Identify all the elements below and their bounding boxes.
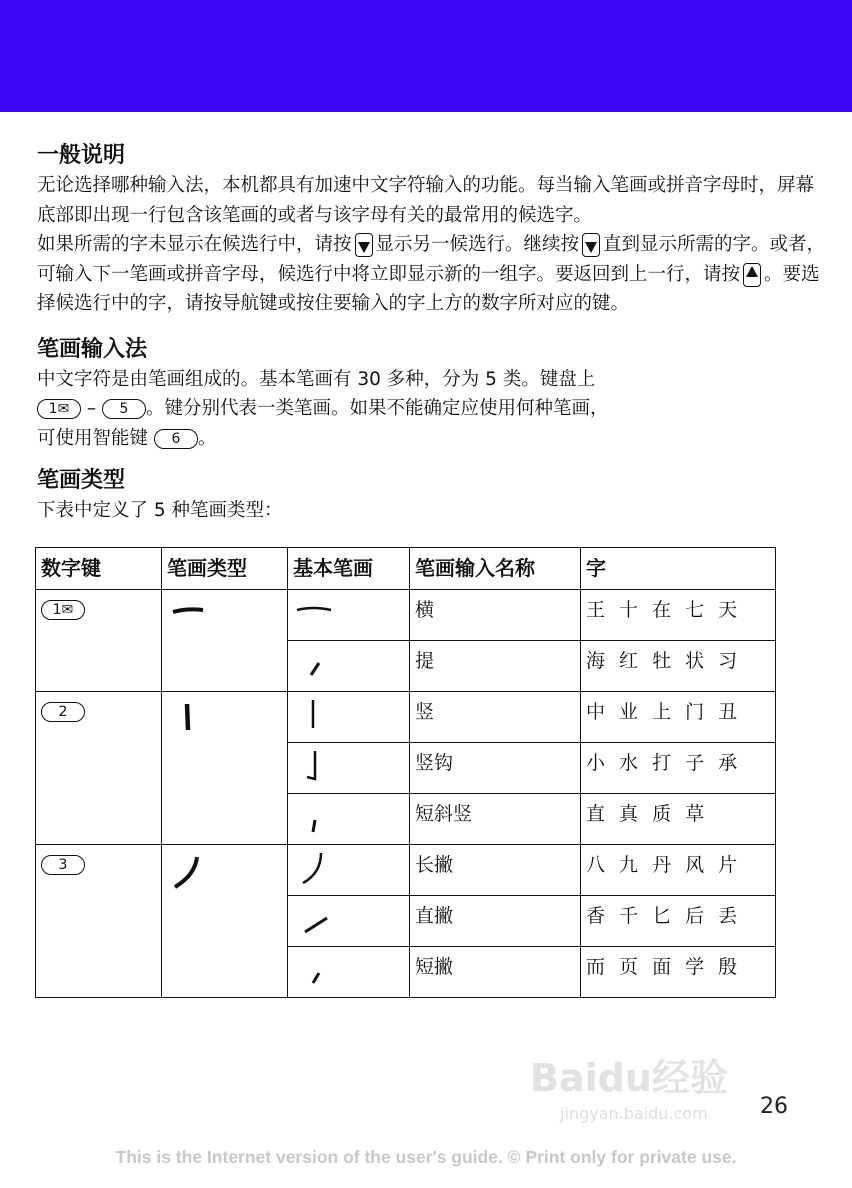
paragraph xyxy=(37,365,827,454)
nav-down-key-icon xyxy=(582,233,600,257)
header-cell: 数字键 xyxy=(36,547,162,589)
stroke-name-cell: 横 xyxy=(410,589,581,640)
basic-stroke-icon xyxy=(293,594,337,630)
key-cell xyxy=(36,844,162,997)
page-number: 26 xyxy=(760,1094,788,1119)
text: – xyxy=(81,398,103,419)
header-cell: 字 xyxy=(581,547,776,589)
table-row xyxy=(36,844,776,895)
text: 。要选择候选行中的字，请按导航键或按住要输入的字上方的数字所对应的键。 xyxy=(37,263,820,314)
chars-cell: 小 水 打 子 承 xyxy=(581,742,776,793)
key-1-icon: 1✉ xyxy=(37,399,81,419)
stroke-name-cell: 直撇 xyxy=(410,895,581,946)
heading: 笔画类型 xyxy=(37,468,126,493)
nav-up-key-icon xyxy=(743,263,761,287)
heading: 笔画输入法 xyxy=(37,336,148,362)
table-row xyxy=(36,691,776,742)
paragraph xyxy=(37,230,827,319)
key-cell xyxy=(36,589,162,691)
table-header-row xyxy=(36,547,776,589)
chars-cell: 中 业 上 门 丑 xyxy=(581,691,776,742)
stroke-name-cell: 提 xyxy=(410,640,581,691)
section-stroke-input xyxy=(37,335,827,454)
chars-cell: 八 九 丹 风 片 xyxy=(581,844,776,895)
stroke-type-cell xyxy=(162,589,288,691)
table-row xyxy=(36,589,776,640)
watermark-text: Baidu经验 xyxy=(530,1056,728,1100)
header-cell: 基本笔画 xyxy=(288,547,410,589)
stroke-type-icon xyxy=(167,700,211,738)
key-3-icon: 3 xyxy=(41,855,85,875)
chars-cell: 直 真 质 草 xyxy=(581,793,776,844)
stroke-name-cell: 竖 xyxy=(410,691,581,742)
stroke-name-cell: 长撇 xyxy=(410,844,581,895)
paragraph: 下表中定义了 5 种笔画类型： xyxy=(37,500,283,521)
watermark-logo xyxy=(530,1056,728,1100)
stroke-table xyxy=(35,547,776,998)
stroke-type-cell xyxy=(162,691,288,844)
stroke-name-cell: 短撇 xyxy=(410,946,581,997)
basic-stroke-cell xyxy=(288,691,410,742)
basic-stroke-cell xyxy=(288,793,410,844)
basic-stroke-icon xyxy=(293,951,337,987)
text: 。键分别代表一类笔画。如果不能确定应使用何种笔画， xyxy=(146,398,609,419)
stroke-type-icon xyxy=(167,598,211,636)
section-stroke-types xyxy=(37,466,827,526)
key-5-icon: 5 xyxy=(102,399,146,419)
key-cell xyxy=(36,691,162,844)
text: 直到显示所需的字。或者，可输入下一笔画或拼音字母，候选行中将立即显示新的一组字。要返回到上一行，请按 xyxy=(37,234,826,285)
stroke-name-cell: 竖钩 xyxy=(410,742,581,793)
key-2-icon: 2 xyxy=(41,702,85,722)
chars-cell: 王 十 在 七 天 xyxy=(581,589,776,640)
basic-stroke-icon xyxy=(293,849,337,885)
chars-cell: 海 红 牡 状 习 xyxy=(581,640,776,691)
basic-stroke-icon xyxy=(293,696,337,732)
basic-stroke-cell xyxy=(288,946,410,997)
text: 如果所需的字未显示在候选行中，请按 xyxy=(37,234,352,255)
section-general xyxy=(37,141,827,319)
stroke-type-icon xyxy=(167,853,211,891)
text: 中文字符是由笔画组成的。基本笔画有 30 多种，分为 5 类。键盘上 xyxy=(37,368,596,390)
heading: 一般说明 xyxy=(37,143,126,168)
nav-down-key-icon xyxy=(355,233,373,257)
watermark-url: jingyan.baidu.com xyxy=(560,1104,708,1123)
key-6-icon: 6 xyxy=(154,429,198,449)
text: 显示另一候选行。继续按 xyxy=(375,234,580,255)
basic-stroke-cell xyxy=(288,589,410,640)
stroke-type-cell xyxy=(162,844,288,997)
paragraph: 无论选择哪种输入法，本机都具有加速中文字符输入的功能。每当输入笔画或拼音字母时，屏幕底部即出现一行包含该笔画的或者与该字母有关的最常用的候选字。 xyxy=(37,175,815,226)
header-cell: 笔画类型 xyxy=(162,547,288,589)
basic-stroke-cell xyxy=(288,844,410,895)
basic-stroke-icon xyxy=(293,798,337,834)
text: 可使用智能键 xyxy=(37,427,149,449)
basic-stroke-icon xyxy=(293,900,337,936)
basic-stroke-cell xyxy=(288,742,410,793)
basic-stroke-icon xyxy=(293,747,337,783)
footer-note: This is the Internet version of the user's guide. © Print only for private use. xyxy=(115,1147,737,1167)
stroke-name-cell: 短斜竖 xyxy=(410,793,581,844)
basic-stroke-cell xyxy=(288,895,410,946)
chars-cell: 香 千 匕 后 丢 xyxy=(581,895,776,946)
basic-stroke-cell xyxy=(288,640,410,691)
header-cell: 笔画输入名称 xyxy=(410,547,581,589)
key-1-icon: 1✉ xyxy=(41,600,85,620)
basic-stroke-icon xyxy=(293,645,337,681)
page-content xyxy=(37,141,827,998)
text: 。 xyxy=(197,427,217,449)
chars-cell: 而 页 面 学 殷 xyxy=(581,946,776,997)
header-bar xyxy=(0,0,852,112)
